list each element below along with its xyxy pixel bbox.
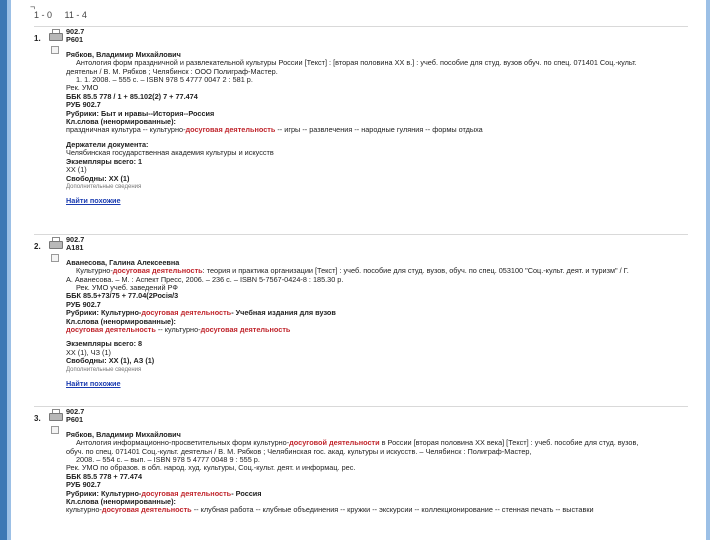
record-line-3: 1. 1. 2008. – 555 с. – ISBN 978 5 4777 0047 2 : 581 р. bbox=[76, 76, 253, 85]
record-keywords: праздничная культура -- культурно-досуговая деятельность -- игры -- развлечения -- народные гуляния -- формы отдыха bbox=[66, 126, 483, 135]
record-code-2: Р601 bbox=[66, 416, 84, 425]
record-note: Дополнительные сведения bbox=[66, 366, 142, 373]
record-bbk: ББК 85.5 778 + 77.474 bbox=[66, 472, 143, 481]
record-note: Дополнительные сведения bbox=[66, 183, 142, 190]
record-line-2: обуч. по спец. 071401 Соц.-культ. деятельн / В. М. Рябков ; Челябинская гос. акад. культуры и искусств. – Челябинск : Полиграф-Мастер, bbox=[66, 447, 532, 456]
record-code-2: А181 bbox=[66, 244, 84, 253]
select-checkbox[interactable] bbox=[51, 426, 59, 434]
record-copies-label: Экземпляры всего: 1 bbox=[66, 157, 143, 166]
record-author: Аванесова, Галина Алексеевна bbox=[66, 258, 180, 267]
record-3 bbox=[34, 406, 688, 517]
record-rub: РУБ 902.7 bbox=[66, 101, 101, 110]
record-line-4: Рек. УМО bbox=[66, 84, 99, 93]
record-keywords-label: Кл.слова (ненормированные): bbox=[66, 498, 176, 507]
left-accent-bar-light bbox=[7, 0, 11, 540]
record-access-label: Держатели документа: bbox=[66, 140, 149, 149]
printer-icon[interactable] bbox=[48, 29, 62, 41]
record-copies-value: ХХ (1) bbox=[66, 166, 87, 175]
find-similar-link[interactable]: Найти похожие bbox=[66, 380, 121, 389]
record-bbk: ББК 85.5 778 / 1 + 85.102(2) 7 + 77.474 bbox=[66, 92, 198, 101]
record-keywords: культурно-досуговая деятельность -- клубная работа -- клубные объединения -- кружки -- экскурсии -- коллекционирование -- стенная печать -- выставки bbox=[66, 506, 594, 515]
record-number: 2. bbox=[34, 242, 41, 251]
record-rub: РУБ 902.7 bbox=[66, 481, 101, 490]
record-copies-value: ХХ (1), ЧЗ (1) bbox=[66, 348, 111, 357]
printer-icon[interactable] bbox=[48, 409, 62, 421]
record-title: Культурно-досуговая деятельность: теория и практика организации [Текст] : учеб. пособие для студ. вузов, обуч. по спец. 053100 "Соц.-культ. деят. и туризм" / Г. bbox=[76, 267, 629, 276]
top-marker: ¬ bbox=[30, 2, 36, 12]
record-line-2: А. Аванесова. – М. : Аспект Пресс, 2006. – 236 с. – ISBN 5-7567-0424-8 : 185.30 р. bbox=[66, 275, 344, 284]
record-title: Антология форм праздничной и развлекательной культуры России [Текст] : [вторая половина ХХ в.] : учеб. пособие для студ. вузов обуч. по спец. 071401 Соц.-культ. bbox=[76, 59, 637, 68]
record-rub: РУБ 902.7 bbox=[66, 300, 101, 309]
record-code: 902.7 bbox=[66, 408, 85, 416]
record-line-3: Рек. УМО учеб. заведений РФ bbox=[76, 284, 178, 293]
record-author: Рябков, Владимир Михайлович bbox=[66, 430, 181, 439]
find-similar-link[interactable]: Найти похожие bbox=[66, 197, 121, 206]
record-code: 902.7 bbox=[66, 28, 85, 36]
record-2 bbox=[34, 234, 688, 407]
record-1 bbox=[34, 26, 688, 235]
record-bbk: ББК 85.5+73/75 + 77.04(2Росія/3 bbox=[66, 292, 179, 301]
record-code-2: Р601 bbox=[66, 36, 84, 45]
left-accent-bar bbox=[0, 0, 7, 540]
record-code: 902.7 bbox=[66, 236, 85, 244]
record-rubrics: Рубрики: Культурно-досуговая деятельность- Россия bbox=[66, 489, 262, 498]
record-line-3: 2008. – 554 с. – вып. – ISBN 978 5 4777 0048 9 : 555 р. bbox=[76, 456, 260, 465]
right-accent-bar bbox=[706, 0, 710, 540]
hits-range-1[interactable]: 1 - 0 bbox=[34, 10, 53, 20]
record-free-label: Свободны: ХХ (1), АЗ (1) bbox=[66, 357, 155, 366]
record-keywords-label: Кл.слова (ненормированные): bbox=[66, 317, 176, 326]
record-title: Антология информационно-просветительных форм культурно-досуговой деятельности в России [вторая половина ХХ века] [Текст] : учеб. пособие для студ. вузов, bbox=[76, 439, 639, 448]
record-free-label: Свободны: ХХ (1) bbox=[66, 174, 130, 183]
select-checkbox[interactable] bbox=[51, 46, 59, 54]
record-line-2: деятельн / В. М. Рябков ; Челябинск : ООО Полиграф-Мастер. bbox=[66, 67, 278, 76]
record-author: Рябков, Владимир Михайлович bbox=[66, 50, 181, 59]
hits-range bbox=[34, 10, 97, 20]
record-access-value: Челябинская государственная академия культуры и искусств bbox=[66, 149, 274, 158]
printer-icon[interactable] bbox=[48, 237, 62, 249]
record-copies-label: Экземпляры всего: 8 bbox=[66, 340, 143, 349]
hits-range-2[interactable]: 11 - 4 bbox=[64, 10, 87, 20]
select-checkbox[interactable] bbox=[51, 254, 59, 262]
record-number: 3. bbox=[34, 414, 41, 423]
record-keywords-label: Кл.слова (ненормированные): bbox=[66, 118, 176, 127]
record-keywords: досуговая деятельность -- культурно-досуговая деятельность bbox=[66, 326, 291, 335]
record-rubrics: Рубрики: Быт и нравы--История--Россия bbox=[66, 109, 215, 118]
record-number: 1. bbox=[34, 34, 41, 43]
record-line-4: Рек. УМО по образов. в обл. народ. худ. культуры, Соц.-культ. деят. и информац. рес. bbox=[66, 464, 356, 473]
record-rubrics: Рубрики: Культурно-досуговая деятельность- Учебная издания для вузов bbox=[66, 309, 336, 318]
